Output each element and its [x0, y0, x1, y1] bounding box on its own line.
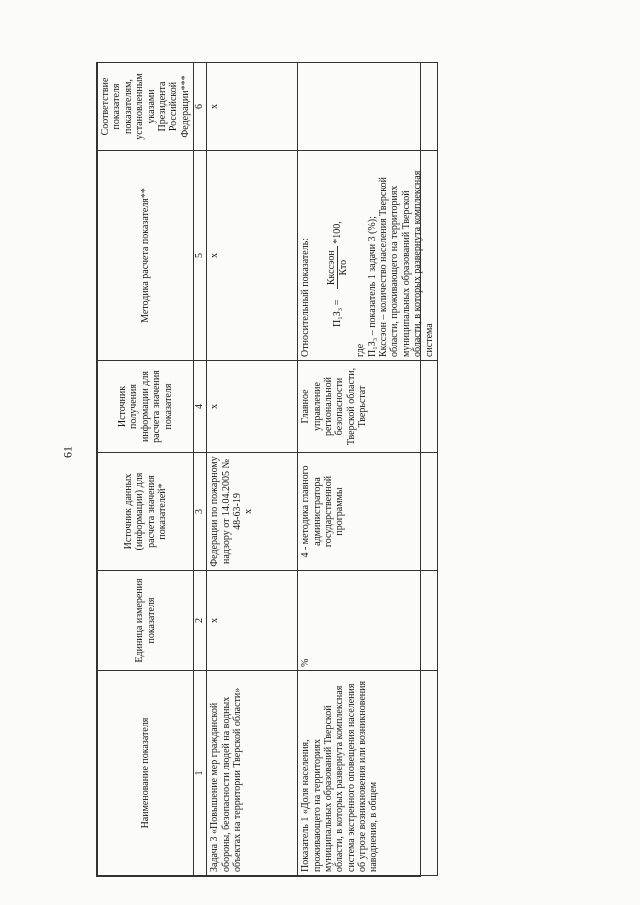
- column-number: 6: [194, 63, 207, 151]
- methodology-definition: П₁З₃ – показатель 1 задачи 3 (%);: [366, 216, 378, 357]
- continuation-text: Федерации по пожарному надзору от 14.04.2005 № 48-63-19: [209, 456, 243, 567]
- cell-unit: %: [298, 571, 438, 671]
- cell-info-source: Главное управление региональной безопасности Тверской области, Тверьстат: [298, 361, 438, 453]
- formula-numerator: Ккссэон: [326, 246, 338, 289]
- indicators-table: [97, 62, 438, 876]
- cell-methodology: [298, 151, 438, 361]
- formula-fraction: [326, 246, 350, 289]
- page-number: 61: [60, 446, 75, 458]
- cell-task-name: Задача 3 «Повышение мер гражданской обороны, безопасности людей на водных объектах на территории Тверской области»: [207, 671, 298, 876]
- header-data-source: Источник данных (информации) для расчета значения показателей*: [98, 453, 194, 571]
- cell-data-source: 4 - методика главного администратора государственной программы: [298, 453, 438, 571]
- column-number: 2: [194, 571, 207, 671]
- cell-mark: х: [243, 509, 255, 514]
- column-number: 3: [194, 453, 207, 571]
- indicators-table-frame: [96, 62, 435, 877]
- header-row: [98, 63, 194, 876]
- header-unit: Единица измерения показателя: [98, 571, 194, 671]
- header-info-source: Источник получения информации для расчета значения показателя: [98, 361, 194, 453]
- cell-unit: х: [207, 571, 298, 671]
- cell-compliance: х: [207, 63, 298, 151]
- formula-multiplier: *100,: [331, 221, 343, 244]
- formula-lhs: П₁З₃: [331, 307, 343, 327]
- cell-indicator-name: Показатель 1 «Доля населения, проживающего на территориях муниципальных образований Тверской области, в которых развернута комплексная система экстренного оповещения населения об угрозе возникновения или возникновения наводнения, в общем: [298, 671, 438, 876]
- header-presidential-compliance: Соответствие показателя показателям, установленным указами Президента Российской Федерации***: [98, 63, 194, 151]
- header-indicator-name: Наименование показателя: [98, 671, 194, 876]
- column-number: 4: [194, 361, 207, 453]
- methodology-where: где: [355, 343, 367, 357]
- methodology-definition: Ккссэон – количество населения Тверской области, проживающего на территориях муниципальных образований Тверской области, в которых развернута комплексная система: [378, 170, 435, 357]
- column-number-row: [194, 63, 207, 876]
- formula-equals: =: [331, 299, 343, 306]
- header-methodology: Методика расчета показателя**: [98, 151, 194, 361]
- cell-info-source: х: [207, 361, 298, 453]
- cell-data-source: [207, 453, 298, 571]
- column-number: 1: [194, 671, 207, 876]
- table-row: [298, 63, 438, 876]
- methodology-intro: Относительный показатель:: [300, 237, 312, 357]
- column-number: 5: [194, 151, 207, 361]
- formula-denominator: Кто: [337, 259, 349, 276]
- table-row: [207, 63, 298, 876]
- cell-methodology: х: [207, 151, 298, 361]
- formula: [326, 154, 350, 327]
- cell-compliance: [298, 63, 438, 151]
